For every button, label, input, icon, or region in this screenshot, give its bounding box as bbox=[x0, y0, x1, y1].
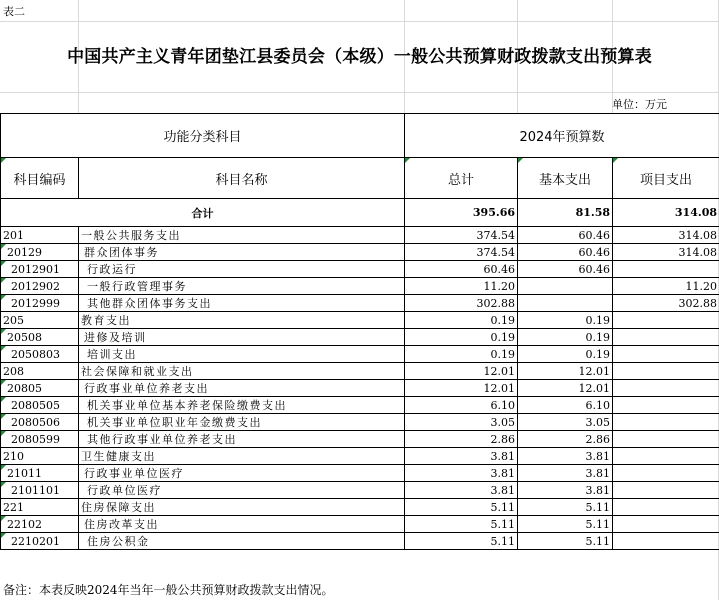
table-row bbox=[1, 363, 719, 380]
table-row bbox=[1, 499, 719, 516]
cell-basic[interactable]: 0.19 bbox=[518, 329, 613, 346]
total-total[interactable]: 395.66 bbox=[405, 199, 518, 227]
cell-total[interactable]: 0.19 bbox=[405, 329, 518, 346]
cell-code[interactable]: 221 bbox=[1, 499, 79, 516]
cell-code[interactable]: 2080599 bbox=[1, 431, 79, 448]
cell-total[interactable]: 11.20 bbox=[405, 278, 518, 295]
table-row bbox=[1, 431, 719, 448]
cell-total[interactable]: 60.46 bbox=[405, 261, 518, 278]
table-row bbox=[1, 533, 719, 550]
cell-project[interactable]: 314.08 bbox=[613, 244, 719, 261]
cell-code[interactable]: 2012999 bbox=[1, 295, 79, 312]
cell-project[interactable]: 302.88 bbox=[613, 295, 719, 312]
header-name[interactable]: 科目名称 bbox=[79, 158, 405, 199]
cell-project[interactable] bbox=[613, 397, 719, 414]
cell-name[interactable]: 行政事业单位医疗 bbox=[79, 465, 405, 482]
cell-code[interactable]: 2012902 bbox=[1, 278, 79, 295]
cell-basic[interactable]: 6.10 bbox=[518, 397, 613, 414]
cell-code[interactable]: 2050803 bbox=[1, 346, 79, 363]
header-code[interactable]: 科目编码 bbox=[1, 158, 79, 199]
cell-project[interactable] bbox=[613, 499, 719, 516]
table-row bbox=[1, 414, 719, 431]
cell-project[interactable]: 11.20 bbox=[613, 278, 719, 295]
cell-code[interactable]: 21011 bbox=[1, 465, 79, 482]
total-basic[interactable]: 81.58 bbox=[518, 199, 613, 227]
cell-total[interactable]: 0.19 bbox=[405, 312, 518, 329]
cell-total[interactable]: 3.81 bbox=[405, 448, 518, 465]
cell-total[interactable]: 3.81 bbox=[405, 465, 518, 482]
cell-total[interactable]: 3.81 bbox=[405, 482, 518, 499]
cell-name[interactable]: 社会保障和就业支出 bbox=[79, 363, 405, 380]
cell-total[interactable]: 12.01 bbox=[405, 363, 518, 380]
table-row bbox=[1, 244, 719, 261]
total-row bbox=[1, 199, 719, 227]
page-title: 中国共产主义青年团垫江县委员会（本级）一般公共预算财政拨款支出预算表 bbox=[67, 47, 652, 67]
cell-basic[interactable]: 3.81 bbox=[518, 448, 613, 465]
cell-name[interactable]: 卫生健康支出 bbox=[79, 448, 405, 465]
cell-name[interactable]: 机关事业单位基本养老保险缴费支出 bbox=[79, 397, 405, 414]
cell-code[interactable]: 20508 bbox=[1, 329, 79, 346]
cell-project[interactable] bbox=[613, 363, 719, 380]
cell-basic[interactable] bbox=[518, 278, 613, 295]
cell-total[interactable]: 12.01 bbox=[405, 380, 518, 397]
cell-total[interactable]: 374.54 bbox=[405, 227, 518, 244]
cell-name[interactable]: 行政事业单位养老支出 bbox=[79, 380, 405, 397]
cell-basic[interactable]: 0.19 bbox=[518, 346, 613, 363]
cell-code[interactable]: 208 bbox=[1, 363, 79, 380]
cell-total[interactable]: 0.19 bbox=[405, 346, 518, 363]
table-row bbox=[1, 482, 719, 499]
header-budget-group[interactable]: 2024年预算数 bbox=[405, 114, 719, 158]
header-row-group bbox=[1, 114, 719, 158]
cell-name[interactable]: 一般行政管理事务 bbox=[79, 278, 405, 295]
cell-project[interactable] bbox=[613, 346, 719, 363]
grid-line bbox=[0, 21, 719, 22]
cell-project[interactable] bbox=[613, 261, 719, 278]
cell-basic[interactable]: 12.01 bbox=[518, 363, 613, 380]
cell-name[interactable]: 其他群众团体事务支出 bbox=[79, 295, 405, 312]
cell-total[interactable]: 302.88 bbox=[405, 295, 518, 312]
cell-basic[interactable]: 5.11 bbox=[518, 533, 613, 550]
cell-basic[interactable]: 2.86 bbox=[518, 431, 613, 448]
table-row bbox=[1, 397, 719, 414]
cell-code[interactable]: 2080506 bbox=[1, 414, 79, 431]
table-row bbox=[1, 295, 719, 312]
header-functional-category[interactable]: 功能分类科目 bbox=[1, 114, 405, 158]
cell-code[interactable]: 210 bbox=[1, 448, 79, 465]
cell-project[interactable] bbox=[613, 465, 719, 482]
cell-basic[interactable]: 12.01 bbox=[518, 380, 613, 397]
cell-code[interactable]: 20129 bbox=[1, 244, 79, 261]
table-number-label: 表二 bbox=[3, 5, 25, 18]
footer-note: 备注：本表反映2024年当年一般公共预算财政拨款支出情况。 bbox=[3, 583, 334, 597]
total-label[interactable]: 合计 bbox=[1, 199, 405, 227]
table-row bbox=[1, 380, 719, 397]
cell-total[interactable]: 2.86 bbox=[405, 431, 518, 448]
table-body bbox=[1, 227, 719, 550]
cell-name[interactable]: 一般公共服务支出 bbox=[79, 227, 405, 244]
unit-label: 单位：万元 bbox=[612, 98, 667, 111]
cell-basic[interactable]: 60.46 bbox=[518, 244, 613, 261]
cell-name[interactable]: 机关事业单位职业年金缴费支出 bbox=[79, 414, 405, 431]
cell-code[interactable]: 22102 bbox=[1, 516, 79, 533]
table-row bbox=[1, 448, 719, 465]
cell-name[interactable]: 行政运行 bbox=[79, 261, 405, 278]
grid-line bbox=[0, 92, 719, 93]
cell-total[interactable]: 5.11 bbox=[405, 516, 518, 533]
cell-code[interactable]: 201 bbox=[1, 227, 79, 244]
cell-name[interactable]: 住房公积金 bbox=[79, 533, 405, 550]
cell-project[interactable] bbox=[613, 516, 719, 533]
cell-code[interactable]: 2101101 bbox=[1, 482, 79, 499]
cell-basic[interactable]: 60.46 bbox=[518, 227, 613, 244]
cell-project[interactable] bbox=[613, 414, 719, 431]
total-project[interactable]: 314.08 bbox=[613, 199, 719, 227]
cell-code[interactable]: 2080505 bbox=[1, 397, 79, 414]
cell-code[interactable]: 2210201 bbox=[1, 533, 79, 550]
cell-basic[interactable]: 3.05 bbox=[518, 414, 613, 431]
header-basic[interactable]: 基本支出 bbox=[518, 158, 613, 199]
cell-basic[interactable]: 0.19 bbox=[518, 312, 613, 329]
cell-basic[interactable]: 3.81 bbox=[518, 465, 613, 482]
cell-total[interactable]: 3.05 bbox=[405, 414, 518, 431]
table-row bbox=[1, 465, 719, 482]
cell-name[interactable]: 进修及培训 bbox=[79, 329, 405, 346]
cell-name[interactable]: 住房保障支出 bbox=[79, 499, 405, 516]
cell-project[interactable] bbox=[613, 312, 719, 329]
cell-total[interactable]: 6.10 bbox=[405, 397, 518, 414]
cell-name[interactable]: 教育支出 bbox=[79, 312, 405, 329]
cell-basic[interactable]: 3.81 bbox=[518, 482, 613, 499]
budget-table bbox=[0, 113, 719, 550]
cell-project[interactable] bbox=[613, 482, 719, 499]
table-row bbox=[1, 278, 719, 295]
cell-name[interactable]: 行政单位医疗 bbox=[79, 482, 405, 499]
cell-project[interactable] bbox=[613, 380, 719, 397]
cell-name[interactable]: 培训支出 bbox=[79, 346, 405, 363]
cell-code[interactable]: 205 bbox=[1, 312, 79, 329]
cell-name[interactable]: 其他行政事业单位养老支出 bbox=[79, 431, 405, 448]
cell-name[interactable]: 住房改革支出 bbox=[79, 516, 405, 533]
table-row bbox=[1, 227, 719, 244]
cell-basic[interactable]: 60.46 bbox=[518, 261, 613, 278]
cell-total[interactable]: 5.11 bbox=[405, 533, 518, 550]
table-row bbox=[1, 261, 719, 278]
header-row-columns bbox=[1, 158, 719, 199]
cell-basic[interactable]: 5.11 bbox=[518, 499, 613, 516]
cell-basic[interactable]: 5.11 bbox=[518, 516, 613, 533]
cell-code[interactable]: 2012901 bbox=[1, 261, 79, 278]
cell-project[interactable] bbox=[613, 431, 719, 448]
header-project[interactable]: 项目支出 bbox=[613, 158, 719, 199]
table-row bbox=[1, 346, 719, 363]
cell-project[interactable] bbox=[613, 448, 719, 465]
table-row bbox=[1, 516, 719, 533]
table-row bbox=[1, 312, 719, 329]
cell-code[interactable]: 20805 bbox=[1, 380, 79, 397]
cell-total[interactable]: 5.11 bbox=[405, 499, 518, 516]
cell-project[interactable] bbox=[613, 329, 719, 346]
cell-project[interactable] bbox=[613, 533, 719, 550]
table-row bbox=[1, 329, 719, 346]
cell-name[interactable]: 群众团体事务 bbox=[79, 244, 405, 261]
cell-total[interactable]: 374.54 bbox=[405, 244, 518, 261]
cell-basic[interactable] bbox=[518, 295, 613, 312]
header-total[interactable]: 总计 bbox=[405, 158, 518, 199]
cell-project[interactable]: 314.08 bbox=[613, 227, 719, 244]
